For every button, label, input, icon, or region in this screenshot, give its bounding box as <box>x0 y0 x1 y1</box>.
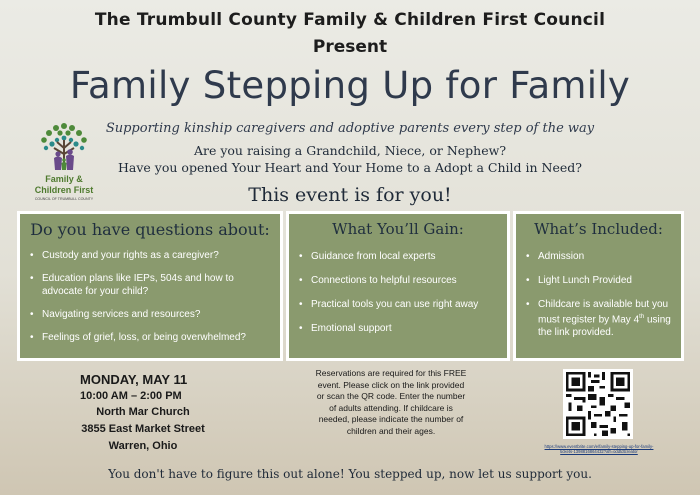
event-time: 10:00 AM – 2:00 PM <box>80 390 182 402</box>
list-item: • Admission <box>524 250 675 263</box>
questions-box-title: Do you have questions about: <box>30 220 270 239</box>
childcare-text: Childcare is available but you must register by May 4 <box>538 299 669 326</box>
gain-list <box>297 250 501 335</box>
tree-family-icon <box>24 118 104 174</box>
event-venue: North Mar Church <box>96 406 190 418</box>
question-adopt: Have you opened Your Heart and Your Home to a Adopt a Child in Need? <box>118 160 582 175</box>
logo-text-family: Family & <box>45 174 83 184</box>
event-date: MONDAY, MAY 11 <box>80 372 188 387</box>
list-item: • Feelings of grief, loss, or being overwhelmed? <box>28 331 272 344</box>
list-item: • Practical tools you can use right away <box>297 298 501 311</box>
childcare-text-end: using the link provided. <box>538 314 671 339</box>
list-item: • Light Lunch Provided <box>524 274 675 287</box>
gain-box-title: What You’ll Gain: <box>332 220 464 238</box>
list-item: • Guidance from local experts <box>297 250 501 263</box>
question-grandchild: Are you raising a Grandchild, Niece, or Nephew? <box>193 143 507 158</box>
event-city: Warren, Ohio <box>108 440 178 452</box>
subtitle: Supporting kinship caregivers and adoptive parents every step of the way <box>105 121 595 136</box>
list-item: • Education plans like IEPs, 504s and how to advocate for your child? <box>28 272 272 298</box>
included-list <box>524 250 675 339</box>
questions-box <box>17 211 283 361</box>
council-logo <box>24 118 104 202</box>
list-item-childcare <box>524 298 675 339</box>
gain-box <box>286 211 510 361</box>
reservation-note: Reservations are required for this FREE event. Please click on the link provided or scan the QR code. Enter the number of adults attending. If childcare is needed, please indicate the number of children and their ages. <box>315 368 467 436</box>
questions-list <box>28 249 272 344</box>
page-title: Family Stepping Up for Family <box>69 64 631 107</box>
logo-text-children-first: Children First <box>34 185 94 195</box>
event-street: 3855 East Market Street <box>81 423 205 435</box>
list-item: • Navigating services and resources? <box>28 308 272 321</box>
council-title: The Trumbull County Family & Children First Council <box>94 10 606 30</box>
qr-code-icon <box>563 369 633 439</box>
registration-link[interactable]: https://www.eventbrite.com/e/family-stepping-up-for-family-tickets-1398816864432?aff=oddtdtcreator <box>544 444 654 454</box>
included-box <box>513 211 684 361</box>
list-item: • Connections to helpful resources <box>297 274 501 287</box>
logo-text-council: COUNCIL OF TRUMBULL COUNTY <box>34 197 94 201</box>
list-item: • Emotional support <box>297 322 501 335</box>
present-heading: Present <box>312 37 388 57</box>
event-tagline: This event is for you! <box>248 184 452 206</box>
list-item: • Custody and your rights as a caregiver? <box>28 249 272 262</box>
qr-code[interactable] <box>563 369 633 439</box>
included-box-title: What’s Included: <box>534 220 663 238</box>
footer-message: You don't have to figure this out alone! You stepped up, now let us support you. <box>108 467 592 481</box>
childcare-ordinal: th <box>639 314 645 320</box>
